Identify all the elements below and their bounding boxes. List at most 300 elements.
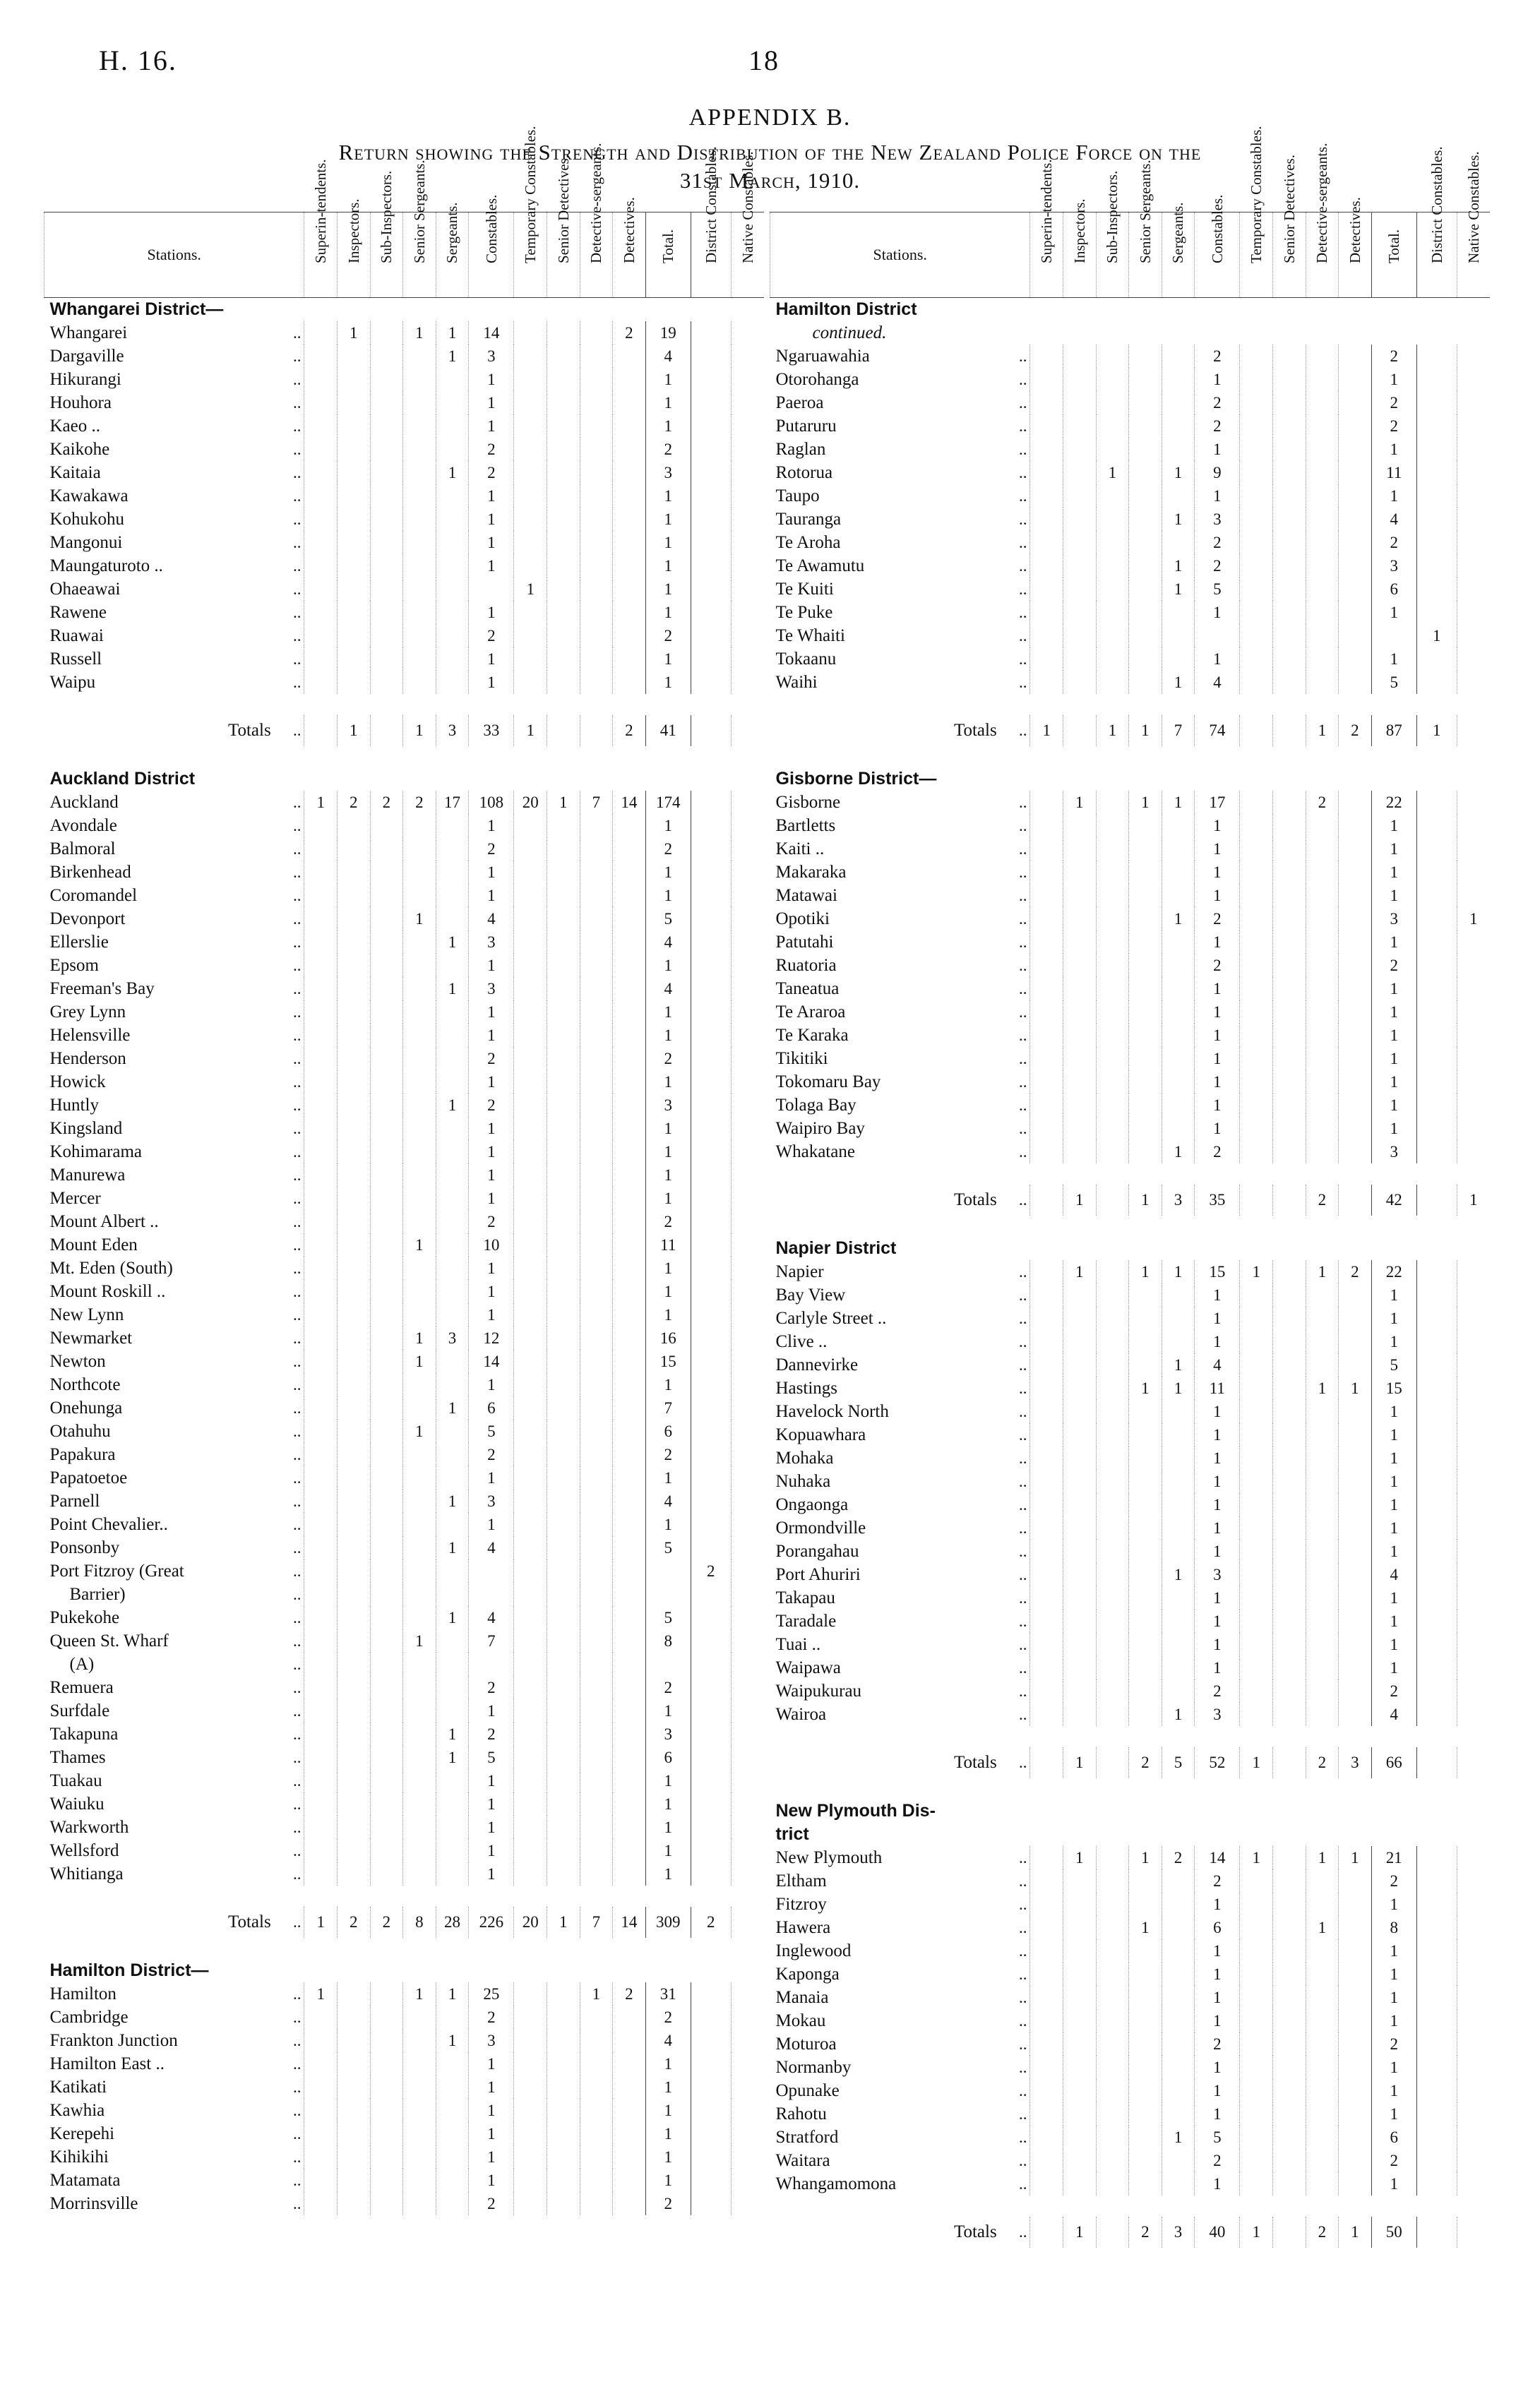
station-name: Whakatane — [775, 1142, 855, 1161]
value-cell — [1457, 861, 1490, 884]
value-cell — [514, 907, 547, 930]
value-cell — [304, 1024, 338, 1047]
value-cell — [304, 1816, 338, 1839]
value-cell — [1240, 1400, 1273, 1423]
value-cell — [580, 531, 613, 554]
value-cell — [580, 1303, 613, 1326]
leader-dots: .. — [1018, 1449, 1027, 1467]
value-cell — [1063, 1703, 1097, 1726]
leader-dots: .. — [1018, 2151, 1027, 2169]
value-cell — [1339, 1446, 1372, 1470]
value-cell: 1 — [469, 554, 514, 577]
value-cell — [370, 577, 403, 601]
value-cell: 1 — [1195, 647, 1240, 671]
leader-dots: .. — [292, 510, 302, 528]
leader-dots: .. — [292, 1655, 302, 1673]
leader-dots: .. — [1018, 486, 1027, 505]
value-cell — [304, 508, 338, 531]
value-cell — [1030, 2149, 1063, 2172]
station-name: Havelock North — [775, 1401, 889, 1421]
value-cell — [1457, 1330, 1490, 1353]
spacer-cell — [44, 746, 765, 767]
value-cell — [370, 1862, 403, 1886]
value-cell — [1272, 1024, 1306, 1047]
value-cell — [1457, 1283, 1490, 1307]
value-cell: 1 — [403, 1326, 436, 1350]
value-cell — [1162, 884, 1195, 907]
value-cell — [1272, 368, 1306, 391]
value-cell — [1272, 1846, 1306, 1869]
value-cell: 5 — [1162, 1747, 1195, 1778]
value-cell — [547, 1629, 580, 1653]
value-cell — [613, 1070, 646, 1094]
value-cell — [580, 1350, 613, 1373]
value-cell — [1272, 861, 1306, 884]
value-cell — [1457, 484, 1490, 508]
station-row — [770, 837, 1491, 861]
value-cell — [691, 531, 731, 554]
value-cell — [613, 1513, 646, 1536]
value-cell — [1096, 2009, 1129, 2032]
station-row — [44, 1070, 765, 1094]
value-cell — [613, 1629, 646, 1653]
leader-dots: .. — [292, 556, 302, 575]
value-cell — [580, 2006, 613, 2029]
value-cell — [514, 1746, 547, 1769]
station-row — [44, 531, 765, 554]
value-cell — [547, 1373, 580, 1396]
value-cell — [338, 2192, 371, 2215]
value-cell — [1030, 791, 1063, 814]
value-cell — [1416, 345, 1457, 368]
value-cell — [691, 624, 731, 647]
value-cell: 5 — [469, 1420, 514, 1443]
column-header — [370, 170, 403, 298]
value-cell — [1457, 1656, 1490, 1679]
station-name: Putaruru — [775, 416, 837, 436]
value-cell — [1096, 1000, 1129, 1024]
value-cell — [403, 1676, 436, 1699]
station-row — [44, 345, 765, 368]
value-cell: 2 — [469, 1047, 514, 1070]
value-cell: 1 — [1195, 1939, 1240, 1963]
value-cell — [1063, 624, 1097, 647]
column-header-label: Detective-sergeants. — [1313, 143, 1331, 263]
value-cell — [304, 930, 338, 954]
value-cell — [1306, 930, 1339, 954]
value-cell — [403, 1746, 436, 1769]
value-cell — [1272, 1916, 1306, 1939]
value-cell — [731, 2192, 764, 2215]
value-cell — [1457, 1610, 1490, 1633]
value-cell — [580, 1746, 613, 1769]
value-cell — [731, 1420, 764, 1443]
value-cell — [1063, 601, 1097, 624]
page-reference: H. 16. — [99, 44, 177, 76]
value-cell — [691, 930, 731, 954]
value-cell — [1416, 391, 1457, 414]
value-cell — [403, 2192, 436, 2215]
value-cell — [403, 1163, 436, 1187]
leader-dots: .. — [1018, 1495, 1027, 1514]
value-cell — [436, 1839, 469, 1862]
value-cell — [691, 2075, 731, 2099]
value-cell — [691, 647, 731, 671]
value-cell: 1 — [469, 647, 514, 671]
value-cell — [691, 601, 731, 624]
value-cell — [514, 1606, 547, 1629]
value-cell — [1096, 1869, 1129, 1893]
value-cell — [613, 624, 646, 647]
value-cell: 1 — [403, 1629, 436, 1653]
station-row — [770, 1679, 1491, 1703]
station-name: Bay View — [775, 1285, 846, 1305]
value-cell — [1240, 1117, 1273, 1140]
value-cell — [1339, 1540, 1372, 1563]
value-cell — [580, 2099, 613, 2122]
value-cell: 1 — [1162, 1140, 1195, 1163]
leader-dots: .. — [1018, 626, 1027, 645]
value-cell — [304, 1653, 338, 1676]
value-cell: 11 — [645, 1233, 691, 1257]
value-cell — [691, 2122, 731, 2145]
value-cell — [691, 671, 731, 694]
value-cell — [370, 1490, 403, 1513]
value-cell — [1416, 2102, 1457, 2126]
value-cell — [1096, 2102, 1129, 2126]
value-cell — [403, 1769, 436, 1792]
value-cell: 31 — [645, 1982, 691, 2006]
value-cell — [1272, 2149, 1306, 2172]
value-cell — [338, 814, 371, 837]
value-cell — [514, 1699, 547, 1723]
value-cell: 1 — [403, 907, 436, 930]
value-cell — [370, 2099, 403, 2122]
value-cell — [338, 1490, 371, 1513]
value-cell — [580, 345, 613, 368]
district-heading-row — [44, 298, 765, 322]
value-cell — [1030, 1377, 1063, 1400]
station-row — [44, 1047, 765, 1070]
value-cell — [1272, 345, 1306, 368]
column-header — [338, 198, 371, 298]
value-cell — [1339, 484, 1372, 508]
value-cell — [731, 554, 764, 577]
value-cell — [1416, 907, 1457, 930]
value-cell — [1272, 1516, 1306, 1540]
value-cell — [1063, 1610, 1097, 1633]
column-header-label: Temporary Constables. — [1248, 126, 1265, 263]
value-cell — [1457, 1747, 1490, 1778]
value-cell: 1 — [436, 461, 469, 484]
left-table-body — [44, 298, 765, 2216]
column-header-stations: Stations. — [770, 212, 1030, 298]
value-cell — [304, 1769, 338, 1792]
value-cell — [436, 2075, 469, 2099]
value-cell — [1272, 715, 1306, 746]
value-cell — [403, 2052, 436, 2075]
value-cell — [304, 2006, 338, 2029]
value-cell — [370, 1094, 403, 1117]
value-cell — [1416, 2032, 1457, 2056]
value-cell — [514, 1490, 547, 1513]
value-cell — [1306, 438, 1339, 461]
value-cell — [514, 345, 547, 368]
value-cell — [613, 1746, 646, 1769]
value-cell — [304, 1839, 338, 1862]
station-name: (A) — [69, 1654, 95, 1674]
value-cell — [1030, 1963, 1063, 1986]
leader-dots: .. — [1018, 1635, 1027, 1653]
value-cell — [370, 601, 403, 624]
value-cell — [436, 1210, 469, 1233]
value-cell — [403, 1513, 436, 1536]
value-cell — [1129, 884, 1162, 907]
leader-dots: .. — [1018, 1142, 1027, 1161]
value-cell — [580, 1606, 613, 1629]
station-row — [44, 1117, 765, 1140]
value-cell — [1339, 1703, 1372, 1726]
value-cell: 2 — [613, 715, 646, 746]
value-cell: 1 — [469, 1140, 514, 1163]
value-cell — [731, 1792, 764, 1816]
value-cell: 1 — [1371, 601, 1416, 624]
value-cell: 1 — [1371, 814, 1416, 837]
value-cell: 4 — [645, 345, 691, 368]
value-cell — [691, 1513, 731, 1536]
value-cell — [1129, 861, 1162, 884]
value-cell — [304, 2029, 338, 2052]
value-cell: 1 — [469, 2099, 514, 2122]
value-cell — [1240, 1470, 1273, 1493]
station-row — [44, 624, 765, 647]
station-row — [770, 2079, 1491, 2102]
value-cell: 1 — [645, 1839, 691, 1862]
value-cell — [1063, 1893, 1097, 1916]
value-cell — [580, 508, 613, 531]
value-cell — [436, 1676, 469, 1699]
value-cell — [403, 2099, 436, 2122]
value-cell: 1 — [1371, 368, 1416, 391]
station-row — [44, 321, 765, 345]
value-cell — [1272, 1423, 1306, 1446]
value-cell — [1457, 2032, 1490, 2056]
value-cell — [1162, 647, 1195, 671]
value-cell — [304, 1257, 338, 1280]
value-cell — [370, 1676, 403, 1699]
value-cell — [580, 1396, 613, 1420]
value-cell — [1063, 2032, 1097, 2056]
value-cell — [731, 1280, 764, 1303]
value-cell: 28 — [436, 1907, 469, 1938]
value-cell — [1416, 2217, 1457, 2248]
value-cell — [370, 1024, 403, 1047]
station-name: Te Kuiti — [775, 579, 834, 599]
station-row — [44, 1326, 765, 1350]
value-cell — [403, 461, 436, 484]
value-cell: 2 — [613, 1982, 646, 2006]
value-cell — [691, 2145, 731, 2169]
column-header — [1030, 158, 1063, 298]
value-cell — [580, 484, 613, 508]
value-cell — [580, 2169, 613, 2192]
value-cell — [1162, 1400, 1195, 1423]
station-name: Te Puke — [775, 602, 833, 622]
value-cell — [304, 1326, 338, 1350]
value-cell — [514, 1862, 547, 1886]
value-cell — [547, 930, 580, 954]
value-cell — [1339, 671, 1372, 694]
value-cell — [1272, 1563, 1306, 1586]
leader-dots: .. — [292, 816, 302, 834]
value-cell: 1 — [469, 1187, 514, 1210]
value-cell: 1 — [469, 508, 514, 531]
station-row — [770, 1423, 1491, 1446]
value-cell — [1096, 1633, 1129, 1656]
station-row — [44, 1839, 765, 1862]
value-cell: 1 — [1195, 1893, 1240, 1916]
value-cell — [514, 1536, 547, 1559]
value-cell — [1063, 1516, 1097, 1540]
value-cell — [580, 1117, 613, 1140]
value-cell — [1306, 2056, 1339, 2079]
value-cell — [1129, 601, 1162, 624]
value-cell: 2 — [1195, 531, 1240, 554]
value-cell: 2 — [370, 1907, 403, 1938]
value-cell — [547, 577, 580, 601]
value-cell — [1457, 1493, 1490, 1516]
value-cell — [1306, 1400, 1339, 1423]
value-cell — [304, 2122, 338, 2145]
value-cell — [1272, 1540, 1306, 1563]
value-cell — [1306, 414, 1339, 438]
value-cell — [1339, 1307, 1372, 1330]
value-cell: 1 — [436, 977, 469, 1000]
value-cell — [1457, 2009, 1490, 2032]
value-cell — [1457, 715, 1490, 746]
value-cell — [370, 414, 403, 438]
station-name: Mount Albert .. — [49, 1211, 159, 1231]
value-cell: 1 — [469, 601, 514, 624]
value-cell: 1 — [1371, 2009, 1416, 2032]
value-cell: 14 — [469, 321, 514, 345]
value-cell — [370, 368, 403, 391]
value-cell — [1162, 484, 1195, 508]
value-cell — [1096, 930, 1129, 954]
value-cell — [547, 814, 580, 837]
value-cell: 1 — [436, 930, 469, 954]
value-cell — [1096, 1446, 1129, 1470]
value-cell — [1240, 1633, 1273, 1656]
value-cell — [731, 1699, 764, 1723]
value-cell — [1063, 2056, 1097, 2079]
value-cell — [514, 624, 547, 647]
value-cell — [1162, 531, 1195, 554]
value-cell — [1063, 1117, 1097, 1140]
value-cell — [436, 438, 469, 461]
value-cell: 1 — [645, 414, 691, 438]
value-cell — [547, 1723, 580, 1746]
value-cell — [514, 1769, 547, 1792]
value-cell — [731, 321, 764, 345]
value-cell: 1 — [1371, 647, 1416, 671]
value-cell — [731, 1653, 764, 1676]
value-cell — [547, 1536, 580, 1559]
value-cell — [1272, 884, 1306, 907]
leader-dots: .. — [1018, 673, 1027, 691]
value-cell — [613, 2052, 646, 2075]
station-row — [770, 1094, 1491, 1117]
value-cell: 10 — [469, 1233, 514, 1257]
value-cell — [547, 1769, 580, 1792]
value-cell — [1272, 1047, 1306, 1070]
value-cell — [1339, 2149, 1372, 2172]
totals-label: Totals — [953, 1190, 997, 1209]
value-cell — [403, 1606, 436, 1629]
value-cell — [580, 1839, 613, 1862]
station-row — [770, 1563, 1491, 1586]
value-cell — [436, 554, 469, 577]
value-cell — [1063, 1000, 1097, 1024]
value-cell — [338, 414, 371, 438]
value-cell — [1063, 1400, 1097, 1423]
spacer-row — [770, 2196, 1491, 2217]
value-cell: 1 — [469, 484, 514, 508]
leader-dots: .. — [292, 463, 302, 481]
value-cell — [370, 1513, 403, 1536]
value-cell — [691, 907, 731, 930]
value-cell — [1063, 1916, 1097, 1939]
value-cell — [1306, 1330, 1339, 1353]
value-cell — [403, 345, 436, 368]
value-cell — [691, 715, 731, 746]
value-cell — [1162, 1939, 1195, 1963]
value-cell: 1 — [645, 1257, 691, 1280]
value-cell — [691, 554, 731, 577]
value-cell — [338, 930, 371, 954]
value-cell — [1306, 2149, 1339, 2172]
leader-dots: .. — [292, 626, 302, 645]
value-cell — [1457, 2056, 1490, 2079]
value-cell — [613, 554, 646, 577]
value-cell — [691, 321, 731, 345]
value-cell — [338, 577, 371, 601]
value-cell — [1416, 1747, 1457, 1778]
value-cell: 20 — [514, 1907, 547, 1938]
leader-dots: .. — [1018, 1754, 1027, 1771]
value-cell — [1240, 345, 1273, 368]
value-cell — [370, 2075, 403, 2099]
value-cell: 1 — [1162, 554, 1195, 577]
value-cell — [580, 554, 613, 577]
value-cell: 9 — [1195, 461, 1240, 484]
value-cell — [338, 2029, 371, 2052]
station-row — [44, 577, 765, 601]
value-cell — [1272, 1400, 1306, 1423]
value-cell: 1 — [436, 1606, 469, 1629]
value-cell — [514, 1373, 547, 1396]
value-cell: 2 — [645, 1676, 691, 1699]
value-cell: 3 — [1195, 508, 1240, 531]
value-cell — [1240, 1939, 1273, 1963]
value-cell — [338, 1583, 371, 1606]
value-cell — [1030, 907, 1063, 930]
leader-dots: .. — [1018, 533, 1027, 551]
value-cell — [1096, 345, 1129, 368]
value-cell — [1129, 391, 1162, 414]
station-name: New Plymouth — [775, 1847, 883, 1867]
value-cell — [370, 1326, 403, 1350]
